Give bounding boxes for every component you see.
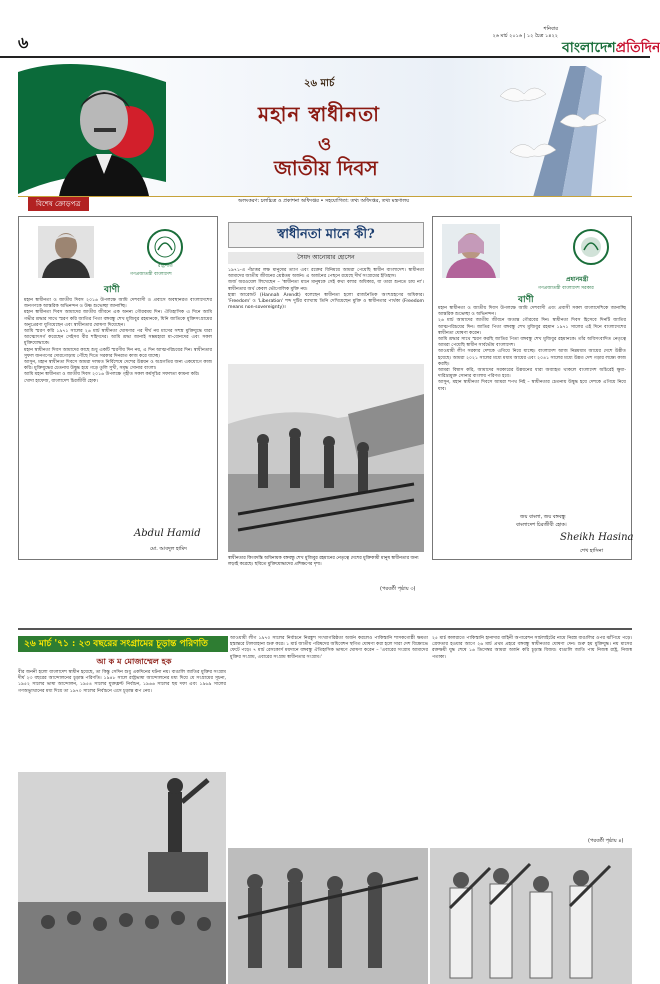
president-seal-caption: গণপ্রজাতন্ত্রী বাংলাদেশ [130,272,172,277]
article-continued: (পরবর্তী পৃষ্ঠায় ৩) [380,586,416,592]
freedom-fighters-photo [228,364,424,552]
newspaper-logo [562,36,660,60]
lower-headline: ২৬ মার্চ '৭১ : ২৩ বছরের সংগ্রামের চূড়ান্ত পরিণতি [18,636,228,652]
hero-title-line1: মহান স্বাধীনতা [258,102,380,126]
women-fighters-photo [430,848,632,984]
article-title: স্বাধীনতা মানে কী? [228,222,424,248]
pm-message-body [438,306,626,393]
pm-name: শেখ হাসিনা [580,548,604,554]
brand-part2: প্রতিদিন [615,40,660,56]
president-paragraph: মহান স্বাধীনতা দিবস আমাদের কাছে শুধু একটি স্মরণীয় দিন নয়, এ দিন আত্মপরিচয়ের দিন। স্বাধীনতার সুফল জনগণের দোরগোড়ায় পৌঁছে দিতে সরকার দিনরাত কাজ করে যাচ্ছে। [24,347,212,359]
pm-label: প্রধানমন্ত্রী [566,276,589,283]
prime-minister-photo [442,224,500,278]
article-author: সৈয়দ আনোয়ার হোসেন [228,252,424,264]
hero-footer [18,196,632,208]
hero-title-line2: ও [318,134,332,155]
pm-paragraph: আসুন, মহান স্বাধীনতা দিবসে আমরা শপথ নিই – স্বাধীনতার চেতনায় উদ্বুদ্ধ হয়ে দেশকে এগিয়ে নিয়ে যাব। [438,380,626,392]
day-label: শনিবার [543,26,558,32]
masthead [0,0,660,58]
article-body [228,268,424,311]
pm-paragraph: আমি শ্রদ্ধার সাথে স্মরণ করছি জাতির পিতা বঙ্গবন্ধু শেখ মুজিবুর রহমানকে। তাঁর অবিসংবাদিত নেতৃত্বে আমরা পেয়েছি স্বাধীন সার্বভৌম বাংলাদেশ। [438,337,626,349]
date-block [470,26,558,39]
president-paragraph: খোদা হাফেজ, বাংলাদেশ চিরজীবী হোক। [24,378,98,384]
pm-paragraph: মহান স্বাধীনতা ও জাতীয় দিবস উপলক্ষে আমি দেশবাসী এবং প্রবাসী সকল বাংলাদেশিকে জানাচ্ছি আন্তরিক শুভেচ্ছা ও অভিনন্দন। [438,306,626,318]
president-paragraph: মহান স্বাধীনতা ও জাতীয় দিবস ২০১৬ উপলক্ষে আমি দেশবাসী ও প্রবাসে অবস্থানরত বাংলাদেশের জনগণকে আন্তরিক অভিনন্দন ও উষ্ণ শুভেচ্ছা জানাচ্ছি। [24,298,212,310]
president-name: মো. আবদুল হামিদ [150,546,187,552]
article-paragraph: জর্জ অরওয়েল লিখেছেন – 'স্বাধীনতা মানে মানুষকে সেই কথা বলার অধিকার, যা তারা শুনতে চায় না'। স্বাধীনতার অর্থ কেবল ভৌগোলিক মুক্তি নয়। [228,280,424,292]
president-paragraph: আমি স্মরণ করি ১৯৭১ সালের ২৬ মার্চ স্বাধীনতা ঘোষণার পর দীর্ঘ নয় মাসের সশস্ত্র মুক্তিযুদ্ধে যারা আত্মোৎসর্গ করেছেন সেইসব বীর শহিদদের। আমি শ্রদ্ধা জানাই সম্ভ্রমহারা মা-বোনদের এবং সকল মুক্তিযোদ্ধাকে। [24,329,212,347]
president-message-heading: বাণী [104,285,120,295]
lower-author: আ ক ম মোজাম্মেল হক [96,656,172,666]
president-message-body [24,298,212,385]
government-seal-icon [572,228,610,266]
supplement-credit: অলংকরণ: চলচ্চিত্র ও প্রকাশনা অধিদপ্তর • সহযোগিতা: তথ্য অধিদপ্তর, তথ্য মন্ত্রণালয় [238,198,410,204]
bangabandhu-portrait [54,78,150,202]
article-paragraph: হান্না আরেন্ডট (Hannah Arendt) বলেছেন স্বাধীনতা হলো রাজনৈতিক অংশগ্রহণের অধিকার। 'Freedom' ও 'Liberation' শব্দ দুটির ব্যাখ্যায় তিনি দেখিয়েছেন মুক্তি ও স্বাধীনতার পার্থক্য (Freedom means non-sovereignty)। [228,292,424,311]
president-seal-icon [146,228,184,266]
pm-paragraph: আওয়ামী লীগ সরকার দেশকে এগিয়ে নিয়ে যাচ্ছে। বাংলাদেশ আজ নিম্নমধ্যম আয়ের দেশে উন্নীত হয়েছে। আমরা ২০২১ সালের মধ্যে মধ্যম আয়ের এবং ২০৪১ সালের মধ্যে উন্নত দেশ গড়ার লক্ষ্যে কাজ করছি। [438,349,626,367]
president-paragraph: আসুন, মহান স্বাধীনতা দিবসে আমরা দলমত নির্বিশেষে দেশের উন্নয়ন ও অগ্রগতির জন্য একযোগে কাজ করি। মুক্তিযুদ্ধের চেতনায় উদ্বুদ্ধ হয়ে গড়ে তুলি সুখী, সমৃদ্ধ সোনার বাংলা। [24,360,212,372]
pm-closing-2: বাংলাদেশ চিরজীবী হোক। [516,522,567,528]
march-7-speech-photo [18,772,226,984]
lower-column-1: বীর জননী হলো বাংলাদেশ স্বাধীন হয়েছে, তা কিন্তু সেদিন শুধু একদিনের ঘটনা নয়। বাঙালি জাতির মুক্তির সংগ্রাম দীর্ঘ ২৩ বছরের আন্দোলনের চূড়ান্ত পরিণতি। ১৯৪৮ সালে রাষ্ট্রভাষা আন্দোলনের মধ্য দিয়ে যে সংগ্রামের সূচনা, ১৯৫২ সালের ভাষা আন্দোলন, ১৯৫৪ সালের যুক্তফ্রন্ট নির্বাচন, ১৯৬৬ সালের ছয় দফা এবং ১৯৬৯ সালের গণঅভ্যুত্থানের মধ্য দিয়ে তা ১৯৭০ সালের নির্বাচনে এসে চূড়ান্ত রূপ নেয়। [18,670,226,694]
president-signature: Abdul Hamid [134,528,201,539]
special-supplement-tag: বিশেষ ক্রোড়পত্র [28,197,89,211]
hero-title-line3: জাতীয় দিবস [274,156,378,180]
article-paragraph: ১৯৭১-এ পঁচাত্তর লক্ষ মানুষের ত্যাগ এবং রক্তের বিনিময়ে আমরা পেয়েছি স্বাধীন বাংলাদেশ। স্বাধীনতা আমাদের জাতীয় জীবনের শ্রেষ্ঠতম অর্জন। এ অর্জনের পেছনে রয়েছে দীর্ঘ সংগ্রামের ইতিহাস। [228,268,424,280]
president-seal-top: রাষ্ট্রপতি [158,264,173,269]
hero-date: ২৬ মার্চ [304,78,335,89]
pm-signature: Sheikh Hasina [560,532,634,543]
monument-and-doves-illustration [490,66,620,208]
pm-paragraph: আমরা বিশ্বাস করি, আমাদের সরকারের উন্নয়নের ধারা অব্যাহত থাকলে বাংলাদেশ অচিরেই ক্ষুধা-দারিদ্র্যমুক্ত সোনার বাংলায় পরিণত হবে। [438,368,626,380]
pm-closing-1: জয় বাংলা, জয় বঙ্গবন্ধু [520,514,566,520]
freedom-fighters-group-photo [228,848,428,984]
government-seal-caption: গণপ্রজাতন্ত্রী বাংলাদেশ সরকার [538,286,594,291]
pm-message-heading: বাণী [518,295,534,305]
president-paragraph: আমি মহান স্বাধীনতা ও জাতীয় দিবস ২০১৬ উপলক্ষে গৃহীত সকল কর্মসূচির সফলতা কামনা করি। [24,372,200,378]
lower-column-3: ২৫ মার্চ কালরাতে পাকিস্তানি হানাদার বাহিনী অপারেশন সার্চলাইটের নামে নিরস্ত্র বাঙালির ওপর ঝাঁপিয়ে পড়ে। গ্রেফতার হওয়ার আগে ২৬ মার্চ প্রথম প্রহরে বঙ্গবন্ধু স্বাধীনতার ঘোষণা দেন। শুরু হয় মুক্তিযুদ্ধ। নয় মাসের রক্তক্ষয়ী যুদ্ধ শেষে ১৬ ডিসেম্বর আমরা অর্জন করি চূড়ান্ত বিজয়। বাঙালি জাতি পায় নিজস্ব রাষ্ট্র, নিজস্ব পতাকা। [432,636,632,660]
hero-banner [18,58,632,208]
president-paragraph: মহান স্বাধীনতা দিবস আমাদের জাতীয় জীবনে এক অনন্য গৌরবময় দিন। ঐতিহাসিক এ দিনে আমি গভীর শ্রদ্ধার সাথে স্মরণ করি জাতির পিতা বঙ্গবন্ধু শেখ মুজিবুর রহমানকে, যিনি জাতিকে মুক্তিসংগ্রামের অনুপ্রেরণা যুগিয়েছেন এবং স্বাধীনতার ঘোষণা দিয়েছেন। [24,310,212,328]
president-photo [38,226,94,278]
lower-continued: (পরবর্তী পৃষ্ঠায় ৪) [588,838,624,844]
date-line: ২৬ মার্চ ২০১৬ | ১২ চৈত্র ১৪২২ [492,32,558,39]
section-divider [18,628,632,630]
lower-column-2: আওয়ামী লীগ ১৯৭০ সালের নির্বাচনে নিরঙ্কুশ সংখ্যাগরিষ্ঠতা অর্জন করলেও পাকিস্তানি শাসকগোষ্ঠী ক্ষমতা হস্তান্তরে টালবাহানা শুরু করে। ১ মার্চ জাতীয় পরিষদের অধিবেশন স্থগিত ঘোষণা করা হলে সারা দেশ বিক্ষোভে ফেটে পড়ে। ৭ মার্চ রেসকোর্স ময়দানে বঙ্গবন্ধু ঐতিহাসিক ভাষণে ঘোষণা করেন – 'এবারের সংগ্রাম আমাদের মুক্তির সংগ্রাম, এবারের সংগ্রাম স্বাধীনতার সংগ্রাম।' [230,636,428,660]
page-number: ৬ [18,33,29,52]
pm-paragraph: ২৬ মার্চ আমাদের জাতীয় জীবনে অত্যন্ত গৌরবের দিন। স্বাধীনতা দিবস হিসেবে দিনটি জাতির আত্মপরিচয়ের দিন। জাতির পিতা বঙ্গবন্ধু শেখ মুজিবুর রহমান ১৯৭১ সালের এই দিনে বাংলাদেশের স্বাধীনতা ঘোষণা করেন। [438,318,626,336]
brand-part1: বাংলাদেশ [562,40,616,56]
photo-caption: স্বাধীনতার কিংবদন্তি অধিনায়ক বঙ্গবন্ধু শেখ মুজিবুর রহমানের নেতৃত্বে দেশের মুক্তিকামী মানুষ স্বাধীনতার জন্য লড়াই করেছে। ছবিতে মুক্তিযোদ্ধাদের প্রশিক্ষণের দৃশ্য। [228,556,419,567]
